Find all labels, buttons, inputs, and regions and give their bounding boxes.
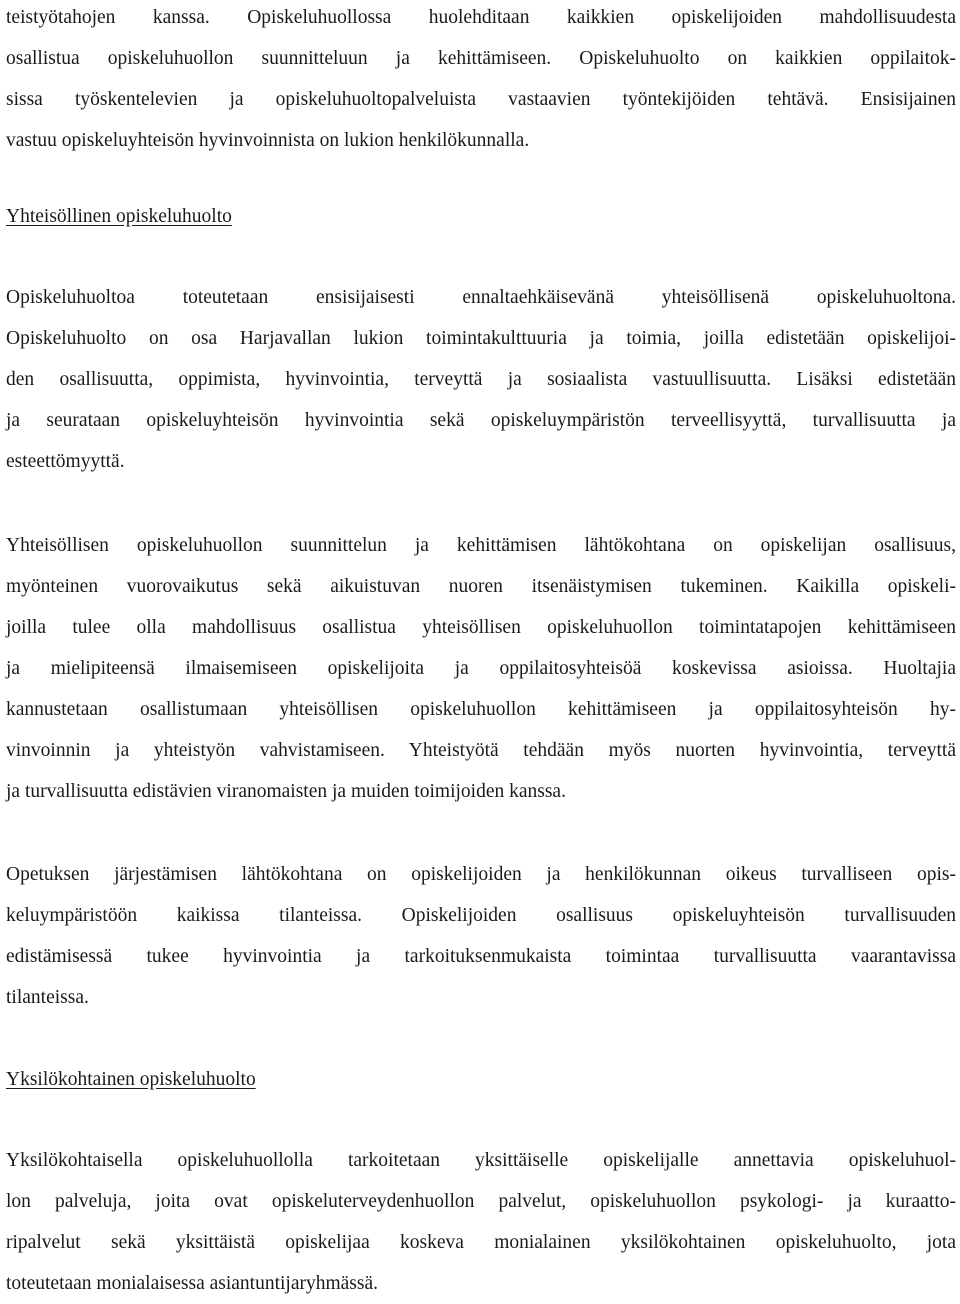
section-heading-yksilokohtainen: Yksilökohtainen opiskeluhuolto <box>6 1069 256 1090</box>
section-heading-yhteisollinen: Yhteisöllinen opiskeluhuolto <box>6 206 232 227</box>
text-line: ja seurataan opiskeluyhteisön hyvinvointia sekä opiskeluympäristön terveellisyyttä, turvallisuutta ja <box>6 410 956 431</box>
text-line: ripalvelut sekä yksittäistä opiskelijaa koskeva monialainen yksilökohtainen opiskeluhuolto, jota <box>6 1232 956 1253</box>
text-line: ja turvallisuutta edistävien viranomaisten ja muiden toimijoiden kanssa. <box>6 781 566 802</box>
text-line: Yksilökohtaisella opiskeluhuollolla tarkoitetaan yksittäiselle opiskelijalle annettavia opiskeluhuol- <box>6 1150 956 1171</box>
text-line: myönteinen vuorovaikutus sekä aikuistuvan nuoren itsenäistymisen tukeminen. Kaikilla opiskeli- <box>6 576 956 597</box>
text-line: Opiskeluhuolto on osa Harjavallan lukion toimintakulttuuria ja toimia, joilla edistetään opiskelijoi- <box>6 328 956 349</box>
text-line: vinvoinnin ja yhteistyön vahvistamiseen. Yhteistyötä tehdään myös nuorten hyvinvointia, terveyttä <box>6 740 956 761</box>
text-line: kannustetaan osallistumaan yhteisöllisen opiskeluhuollon kehittämiseen ja oppilaitosyhteisön hy- <box>6 699 956 720</box>
text-line: tilanteissa. <box>6 987 89 1008</box>
text-line: vastuu opiskeluyhteisön hyvinvoinnista on lukion henkilökunnalla. <box>6 130 530 151</box>
text-line: den osallisuutta, oppimista, hyvinvointia, terveyttä ja sosiaalista vastuullisuutta. Lisäksi edistetään <box>6 369 956 390</box>
text-line: osallistua opiskeluhuollon suunnitteluun ja kehittämiseen. Opiskeluhuolto on kaikkien oppilaitok- <box>6 48 956 69</box>
text-line: toteutetaan monialaisessa asiantuntijaryhmässä. <box>6 1273 379 1294</box>
paragraph-intro <box>6 0 956 161</box>
text-line: ja mielipiteensä ilmaisemiseen opiskelijoita ja oppilaitosyhteisöä koskevissa asioissa. Huoltajia <box>6 658 956 679</box>
paragraph-yhteisollinen-1 <box>6 277 956 482</box>
text-line: sissa työskentelevien ja opiskeluhuoltopalveluista vastaavien työntekijöiden tehtävä. Ensisijainen <box>6 89 956 110</box>
text-line: teistyötahojen kanssa. Opiskeluhuollossa huolehditaan kaikkien opiskelijoiden mahdollisuudesta <box>6 7 956 28</box>
text-line: lon palveluja, joita ovat opiskeluterveydenhuollon palvelut, opiskeluhuollon psykologi- ja kuraatto- <box>6 1191 956 1212</box>
paragraph-yksilo-1 <box>6 1140 956 1304</box>
text-line: joilla tulee olla mahdollisuus osallistua yhteisöllisen opiskeluhuollon toimintatapojen kehittämiseen <box>6 617 956 638</box>
text-line: Opetuksen järjestämisen lähtökohtana on opiskelijoiden ja henkilökunnan oikeus turvalliseen opis- <box>6 864 956 885</box>
text-line: keluympäristöön kaikissa tilanteissa. Opiskelijoiden osallisuus opiskeluyhteisön turvallisuuden <box>6 905 956 926</box>
text-line: edistämisessä tukee hyvinvointia ja tarkoituksenmukaista toimintaa turvallisuutta vaarantavissa <box>6 946 956 967</box>
text-line: esteettömyyttä. <box>6 451 125 472</box>
paragraph-yhteisollinen-3 <box>6 854 956 1018</box>
text-line: Opiskeluhuoltoa toteutetaan ensisijaisesti ennaltaehkäisevänä yhteisöllisenä opiskeluhuoltona. <box>6 287 956 308</box>
text-line: Yhteisöllisen opiskeluhuollon suunnittelun ja kehittämisen lähtökohtana on opiskelijan osallisuus, <box>6 535 956 556</box>
paragraph-yhteisollinen-2 <box>6 525 956 812</box>
